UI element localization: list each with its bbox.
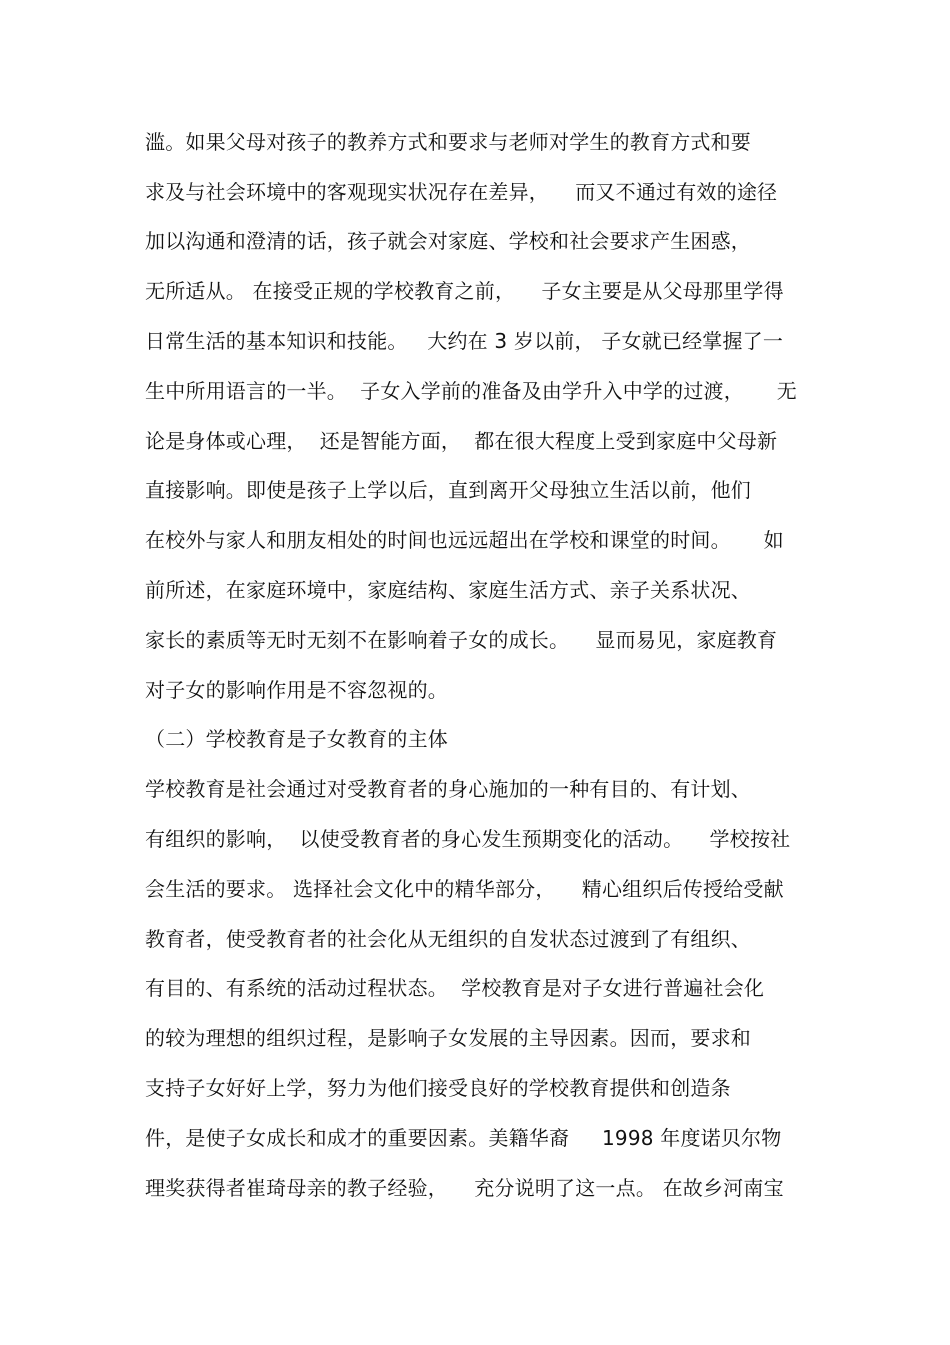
text-line: 支持子女好好上学，努力为他们接受良好的学校教育提供和创造条 [145,1076,731,1100]
text-line: 无所适从。 在接受正规的学校教育之前， 子女主要是从父母那里学得 [145,279,784,303]
text-line: 学校教育是社会通过对受教育者的身心施加的一种有目的、有计划、 [145,777,751,801]
text-line: 件，是使子女成长和成才的重要因素。美籍华裔 1998 年度诺贝尔物 [145,1126,782,1150]
text-line: 的较为理想的组织过程，是影响子女发展的主导因素。因而，要求和 [145,1026,751,1050]
text-line: 家长的素质等无时无刻不在影响着子女的成长。 显而易见，家庭教育 [145,628,778,652]
text-line: 会生活的要求。 选择社会文化中的精华部分， 精心组织后传授给受献 [145,877,784,901]
text-line: 滥。如果父母对孩子的教养方式和要求与老师对学生的教育方式和要 [145,130,751,154]
section-heading: （二）学校教育是子女教育的主体 [145,727,448,751]
text-line: 日常生活的基本知识和技能。 大约在 3 岁以前， 子女就已经掌握了一 [145,329,784,353]
text-line: 在校外与家人和朋友相处的时间也远远超出在学校和课堂的时间。 如 [145,528,784,552]
text-line: 教育者，使受教育者的社会化从无组织的自发状态过渡到了有组织、 [145,927,751,951]
text-line: 加以沟通和澄清的话，孩子就会对家庭、学校和社会要求产生困惑， [145,229,751,253]
text-line: 求及与社会环境中的客观现实状况存在差异， 而又不通过有效的途径 [145,180,778,204]
text-line: 有目的、有系统的活动过程状态。 学校教育是对子女进行普遍社会化 [145,976,765,1000]
text-line: 生中所用语言的一半。 子女入学前的准备及由学升入中学的过渡， 无 [145,379,797,403]
text-line: 对子女的影响作用是不容忽视的。 [145,678,448,702]
text-line: 直接影响。即使是孩子上学以后，直到离开父母独立生活以前，他们 [145,478,751,502]
text-line: 论是身体或心理， 还是智能方面， 都在很大程度上受到家庭中父母新 [145,429,778,453]
text-line: 理奖获得者崔琦母亲的教子经验， 充分说明了这一点。 在故乡河南宝 [145,1176,784,1200]
text-line: 前所述，在家庭环境中，家庭结构、家庭生活方式、亲子关系状况、 [145,578,751,602]
text-line: 有组织的影响， 以使受教育者的身心发生预期变化的活动。 学校按社 [145,827,791,851]
